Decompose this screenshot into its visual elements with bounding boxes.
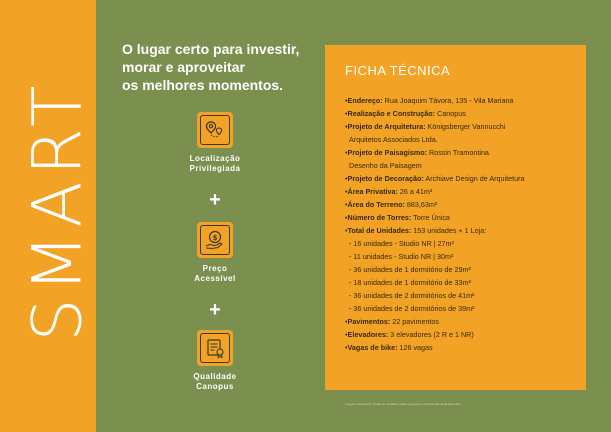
- spec-bullet: •: [345, 330, 348, 339]
- plus-separator: +: [209, 299, 221, 321]
- spec-value: - 36 unidades de 2 dormitórios de 39m²: [349, 304, 475, 313]
- spec-key: Projeto de Paisagismo:: [347, 148, 428, 157]
- spec-item: [345, 224, 566, 237]
- spec-item: [345, 250, 566, 263]
- spec-value: Rua Joaquim Távora, 135 - Vila Mariana: [382, 96, 514, 105]
- spec-bullet: •: [345, 343, 348, 352]
- headline-line: morar e aproveitar: [122, 59, 245, 75]
- spec-item: [345, 237, 566, 250]
- spec-value: - 18 unidades de 1 dormitório de 33m²: [349, 278, 471, 287]
- spec-value: - 11 unidades - Studio NR | 30m²: [349, 252, 454, 261]
- spec-key: Número de Torres:: [347, 213, 412, 222]
- spec-item: [345, 159, 566, 172]
- spec-key: Total de Unidades:: [347, 226, 412, 235]
- spec-bullet: •: [345, 317, 348, 326]
- feature-label-line: Qualidade: [193, 372, 237, 381]
- headline-line: os melhores momentos.: [122, 77, 284, 93]
- spec-bullet: •: [345, 200, 348, 209]
- ficha-title: FICHA TÉCNICA: [345, 63, 451, 78]
- brand-word: SMART: [18, 78, 98, 342]
- spec-value: 883,63m²: [404, 200, 438, 209]
- spec-key: Projeto de Decoração:: [347, 174, 424, 183]
- certificate-icon: [197, 330, 233, 366]
- spec-item: [345, 315, 566, 328]
- spec-value: 126 vagas: [397, 343, 433, 352]
- spec-value: 22 pavimentos: [390, 317, 440, 326]
- spec-key: Endereço:: [347, 96, 383, 105]
- spec-value: Archiave Design de Arquitetura: [423, 174, 525, 183]
- spec-item: [345, 341, 566, 354]
- feature-label-line: Preço: [202, 264, 228, 273]
- spec-key: Área Privativa:: [347, 187, 398, 196]
- money-hand-icon: [197, 222, 233, 258]
- feature-label: [160, 372, 270, 392]
- feature-label-line: Acessível: [194, 274, 236, 283]
- spec-key: Projeto de Arquitetura:: [347, 122, 426, 131]
- spec-value: Arquitetos Associados Ltda.: [349, 135, 438, 144]
- feature-label-line: Canopus: [196, 382, 234, 391]
- spec-item: [345, 185, 566, 198]
- spec-value: Desenho da Paisagem: [349, 161, 422, 170]
- feature-label-line: Localização: [189, 154, 241, 163]
- spec-key: Realização e Construção:: [347, 109, 436, 118]
- spec-item: [345, 172, 566, 185]
- spec-value: Torre Única: [411, 213, 450, 222]
- spec-value: - 36 unidades de 1 dormitório de 29m²: [349, 265, 471, 274]
- disclaimer: Imagens ilustrativas. Todas as unidades serão entregues conforme Memorial Descritivo.: [345, 402, 462, 406]
- spec-bullet: •: [345, 174, 348, 183]
- spec-item: [345, 133, 566, 146]
- plus-separator: +: [209, 189, 221, 211]
- feature-label-line: Privilegiada: [189, 164, 241, 173]
- feature-qualidade: [160, 330, 270, 392]
- spec-value: 3 elevadores (2 R e 1 NR): [388, 330, 474, 339]
- spec-value: 26 a 41m²: [397, 187, 433, 196]
- spec-key: Elevadores:: [347, 330, 389, 339]
- spec-item: [345, 328, 566, 341]
- spec-value: - 16 unidades - Studio NR | 27m²: [349, 239, 454, 248]
- spec-key: Área do Terreno:: [347, 200, 405, 209]
- headline: [122, 40, 322, 94]
- brand-logo: [18, 40, 98, 380]
- spec-key: Pavimentos:: [347, 317, 391, 326]
- spec-value: Canopus: [435, 109, 466, 118]
- spec-value: - 36 unidades de 2 dormitórios de 41m²: [349, 291, 475, 300]
- spec-item: [345, 120, 566, 133]
- ficha-tecnica-panel: [325, 45, 586, 390]
- spec-value: Königsberger Vannucchi: [425, 122, 506, 131]
- spec-item: [345, 94, 566, 107]
- location-pin-icon: [197, 112, 233, 148]
- spec-item: [345, 107, 566, 120]
- spec-item: [345, 211, 566, 224]
- spec-item: [345, 198, 566, 211]
- spec-item: [345, 146, 566, 159]
- spec-key: Vagas de bike:: [347, 343, 398, 352]
- spec-bullet: •: [345, 148, 348, 157]
- spec-item: [345, 289, 566, 302]
- spec-bullet: •: [345, 213, 348, 222]
- feature-preco: [160, 222, 270, 284]
- feature-label: [160, 154, 270, 174]
- spec-bullet: •: [345, 226, 348, 235]
- spec-list: [345, 94, 566, 354]
- spec-item: [345, 302, 566, 315]
- spec-value: Rossin Tramontina: [427, 148, 489, 157]
- spec-bullet: •: [345, 109, 348, 118]
- headline-line: O lugar certo para investir,: [122, 41, 300, 57]
- spec-bullet: •: [345, 187, 348, 196]
- spec-value: 153 unidades + 1 Loja:: [411, 226, 487, 235]
- spec-bullet: •: [345, 96, 348, 105]
- spec-bullet: •: [345, 122, 348, 131]
- feature-localizacao: [160, 112, 270, 174]
- spec-item: [345, 276, 566, 289]
- spec-item: [345, 263, 566, 276]
- svg-text:$: $: [212, 233, 218, 242]
- feature-label: [160, 264, 270, 284]
